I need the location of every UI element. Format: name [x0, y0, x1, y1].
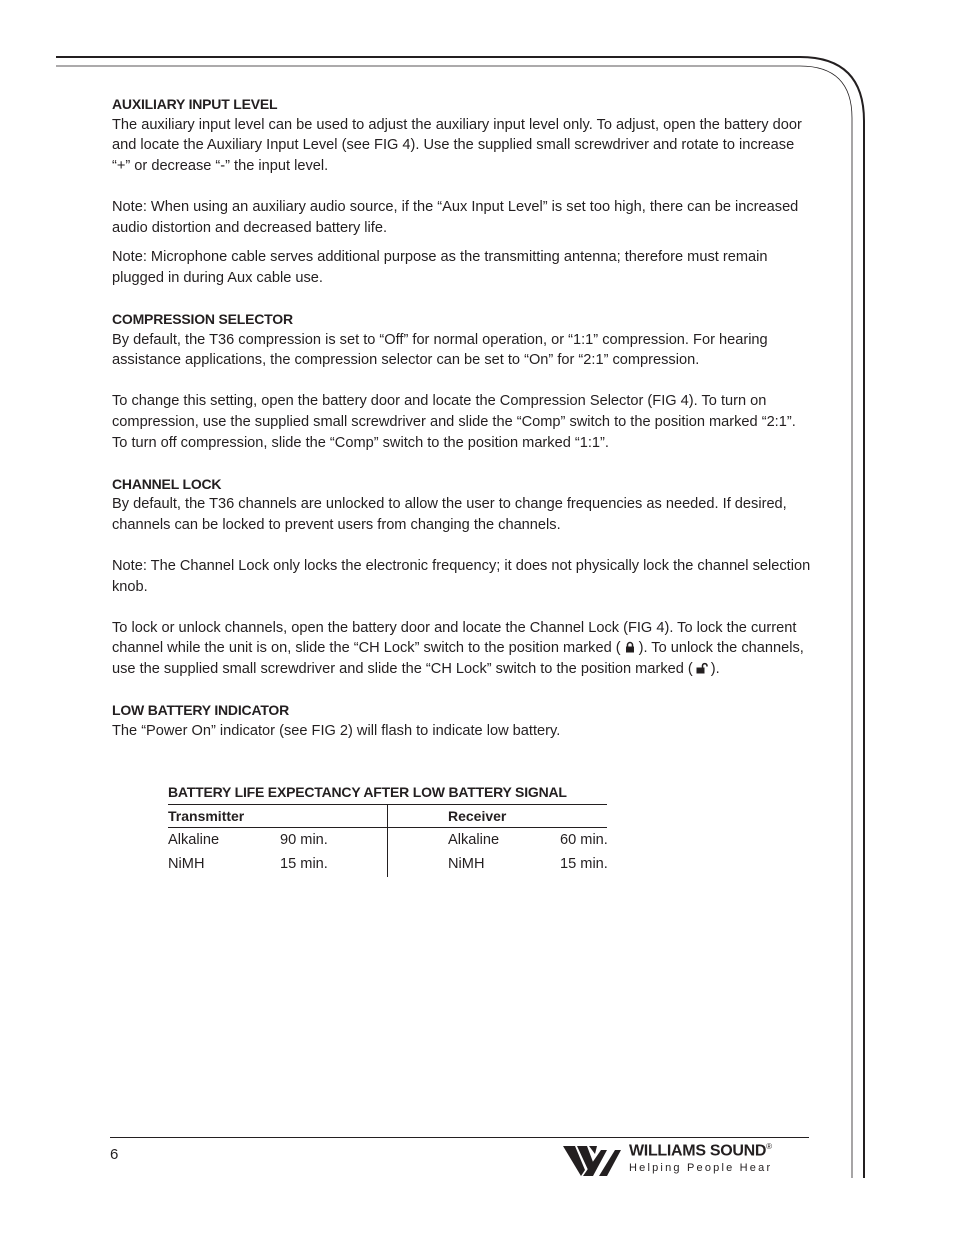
table-row [448, 852, 618, 876]
brand-name: WILLIAMS SOUND® [629, 1142, 772, 1160]
battery-time: 90 min. [280, 832, 328, 848]
table-row [448, 828, 618, 852]
channel-lock-note: Note: The Channel Lock only locks the electronic frequency; it does not physically lock the channel selection knob. [112, 558, 811, 595]
table-row [168, 852, 387, 876]
logo-mark-icon [563, 1144, 627, 1178]
lock-open-icon [696, 662, 708, 674]
battery-type: NiMH [448, 856, 485, 872]
battery-type: Alkaline [448, 832, 500, 848]
manual-body [112, 94, 812, 741]
table-column-divider [387, 805, 388, 877]
footer-rule [110, 1137, 809, 1138]
compression-default-paragraph: By default, the T36 compression is set to “Off” for normal operation, or “1:1” compression. For hearing assistance applications, the compression selector can be set to “On” for “2:1” compression. [112, 331, 768, 369]
brand-tagline: Helping People Hear [629, 1162, 773, 1174]
transmitter-header: Transmitter [168, 808, 245, 824]
low-battery-heading: LOW BATTERY INDICATOR [112, 702, 290, 719]
channel-lock-instructions: To lock or unlock channels, open the battery door and locate the Channel Lock (FIG 4). To lock the current channel while the unit is on, slide the “CH Lock” switch to the position marked ( ). To unlock the channels, use the supplied small screwdriver and slide the “CH Lock” switch to the position marked ( ). [112, 619, 804, 678]
page-number: 6 [110, 1146, 119, 1163]
battery-type: Alkaline [168, 832, 220, 848]
transmitter-column [168, 805, 387, 876]
battery-table-body [168, 805, 615, 875]
low-battery-paragraph: The “Power On” indicator (see FIG 2) will flash to indicate low battery. [112, 722, 561, 739]
williams-sound-logo [563, 1143, 813, 1179]
battery-type: NiMH [168, 856, 205, 872]
battery-life-table [168, 782, 615, 875]
aux-note-antenna: Note: Microphone cable serves additional purpose as the transmitting antenna; therefore must remain plugged in during Aux cable use. [112, 249, 768, 286]
aux-input-heading: AUXILIARY INPUT LEVEL [112, 96, 278, 112]
receiver-header: Receiver [448, 808, 507, 824]
battery-time: 15 min. [280, 856, 328, 872]
battery-time: 60 min. [560, 832, 608, 848]
battery-time: 15 min. [560, 856, 608, 872]
receiver-column [448, 805, 618, 876]
battery-table-title: BATTERY LIFE EXPECTANCY AFTER LOW BATTERY SIGNAL [168, 782, 607, 805]
channel-lock-heading: CHANNEL LOCK [112, 475, 222, 492]
compression-heading: COMPRESSION SELECTOR [112, 310, 293, 327]
table-row [168, 828, 387, 852]
aux-note-distortion: Note: When using an auxiliary audio source, if the “Aux Input Level” is set too high, there can be increased audio distortion and decreased battery life. [112, 198, 799, 236]
lock-closed-icon [624, 641, 636, 653]
channel-lock-default-paragraph: By default, the T36 channels are unlocked to allow the user to change frequencies as needed. If desired, channels can be locked to prevent users from changing the channels. [112, 496, 787, 533]
aux-input-paragraph: The auxiliary input level can be used to adjust the auxiliary input level only. To adjust, open the battery door and locate the Auxiliary Input Level (see FIG 4). Use the supplied small screwdriver and rotate to increase “+” or decrease “-” the input level. [112, 116, 802, 174]
compression-change-paragraph: To change this setting, open the battery door and locate the Compression Selector (FIG 4). To turn on compression, use the supplied small screwdriver and slide the “Comp” switch to the position marked “2:1”. To turn off compression, slide the “Comp” switch to the position marked “1:1”. [112, 393, 796, 451]
